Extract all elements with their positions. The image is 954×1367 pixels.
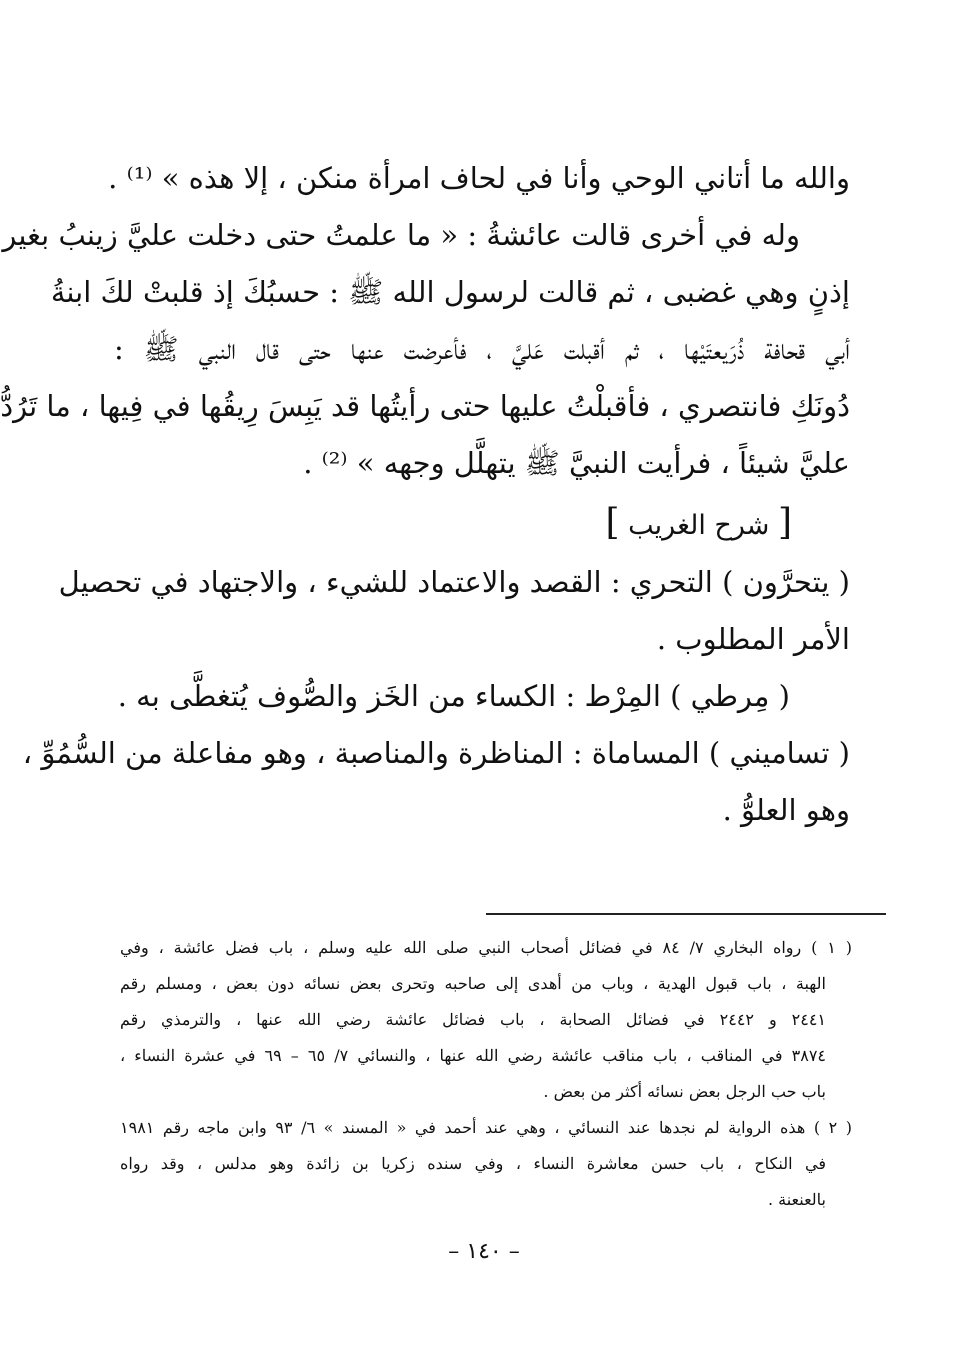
glossary-line: الأمر المطلوب .: [656, 622, 850, 656]
section-heading-label: شرح الغريب: [628, 510, 770, 541]
footnote-divider: [486, 913, 886, 915]
footnote-line: في النكاح ، باب حسن معاشرة النساء ، وفي سنده زكريا بن زائدة وهو مدلس ، وقد رواه: [120, 1154, 827, 1173]
glossary-line: ( يتحرَّون ) التحري : القصد والاعتماد للشيء ، والاجتهاد في تحصيل: [58, 565, 850, 599]
text-line: عليَّ شيئاً ، فرأيت النبيَّ ﷺ يتهلَّل وجهه » ⁽²⁾ .: [303, 446, 850, 480]
open-bracket: [: [777, 502, 792, 543]
main-text: [0, 150, 850, 839]
close-bracket: ]: [605, 502, 620, 543]
glossary-line: ( مِرطي ) المِرْط : الكساء من الخَز والصُّوف يُتغطَّى به .: [117, 679, 790, 713]
footnote-line: ٢٤٤١ و ٢٤٤٢ في فضائل الصحابة ، باب فضائل عائشة رضي الله عنها ، والترمذي رقم: [120, 1010, 826, 1029]
text-line: وله في أخرى قالت عائشةُ : « ما علمتُ حتى دخلت عليَّ زينبُ بغير: [2, 218, 800, 252]
footnote-line: ( ٢ ) هذه الرواية لم نجدها عند النسائي ، وهي عند أحمد في « المسند » ٦/ ٩٣ وابن ماجه رقم ١٩٨١: [120, 1118, 853, 1137]
footnote-line: ( ١ ) رواه البخاري ٧/ ٨٤ في فضائل أصحاب النبي صلى الله عليه وسلم ، باب فضل عائشة ، وفي: [120, 938, 853, 957]
footnote-line: بالعنعنة .: [767, 1190, 826, 1209]
glossary-line: ( تساميني ) المساماة : المناظرة والمناصبة ، وهو مفاعلة من السُّمُوِّ ،: [22, 736, 850, 770]
text-line: أبي قحافة ذُرَيعتَيْها ، ثم أقبلت عَليَّ ، فأعرضت عنها حتى قال النبي ﷺ :: [114, 332, 850, 366]
footnote-line: باب حب الرجل بعض نسائه أكثر من بعض .: [543, 1082, 826, 1101]
section-heading: [114, 492, 850, 554]
footnote-line: ٣٨٧٤ في المناقب ، باب مناقب عائشة رضي الله عنها ، والنسائي ٧/ ٦٥ – ٦٩ في عشرة النساء ،: [120, 1046, 827, 1065]
text-line: والله ما أتاني الوحي وأنا في لحاف امرأة منكن ، إلا هذه » ⁽¹⁾ .: [108, 161, 850, 195]
page-number: – ١٤٠ –: [448, 1239, 520, 1264]
text-line: إذنٍ وهي غضبى ، ثم قالت لرسول الله ﷺ : حسبُكَ إذ قلبتْ لكَ ابنةُ: [50, 275, 850, 309]
glossary-line: وهو العلوُّ .: [722, 793, 850, 827]
text-line: دُونَكِ فانتصري ، فأقبلْتُ عليها حتى رأيتُها قد يَبِسَ رِيقُها في فِيها ، ما تَرُدُّ: [0, 389, 850, 423]
footnotes: [120, 930, 852, 1218]
footnote-line: الهبة ، باب قبول الهدية ، وباب من أهدى إلى صاحبه وتحرى بعض نسائه دون بعض ، ومسلم رقم: [120, 974, 826, 993]
